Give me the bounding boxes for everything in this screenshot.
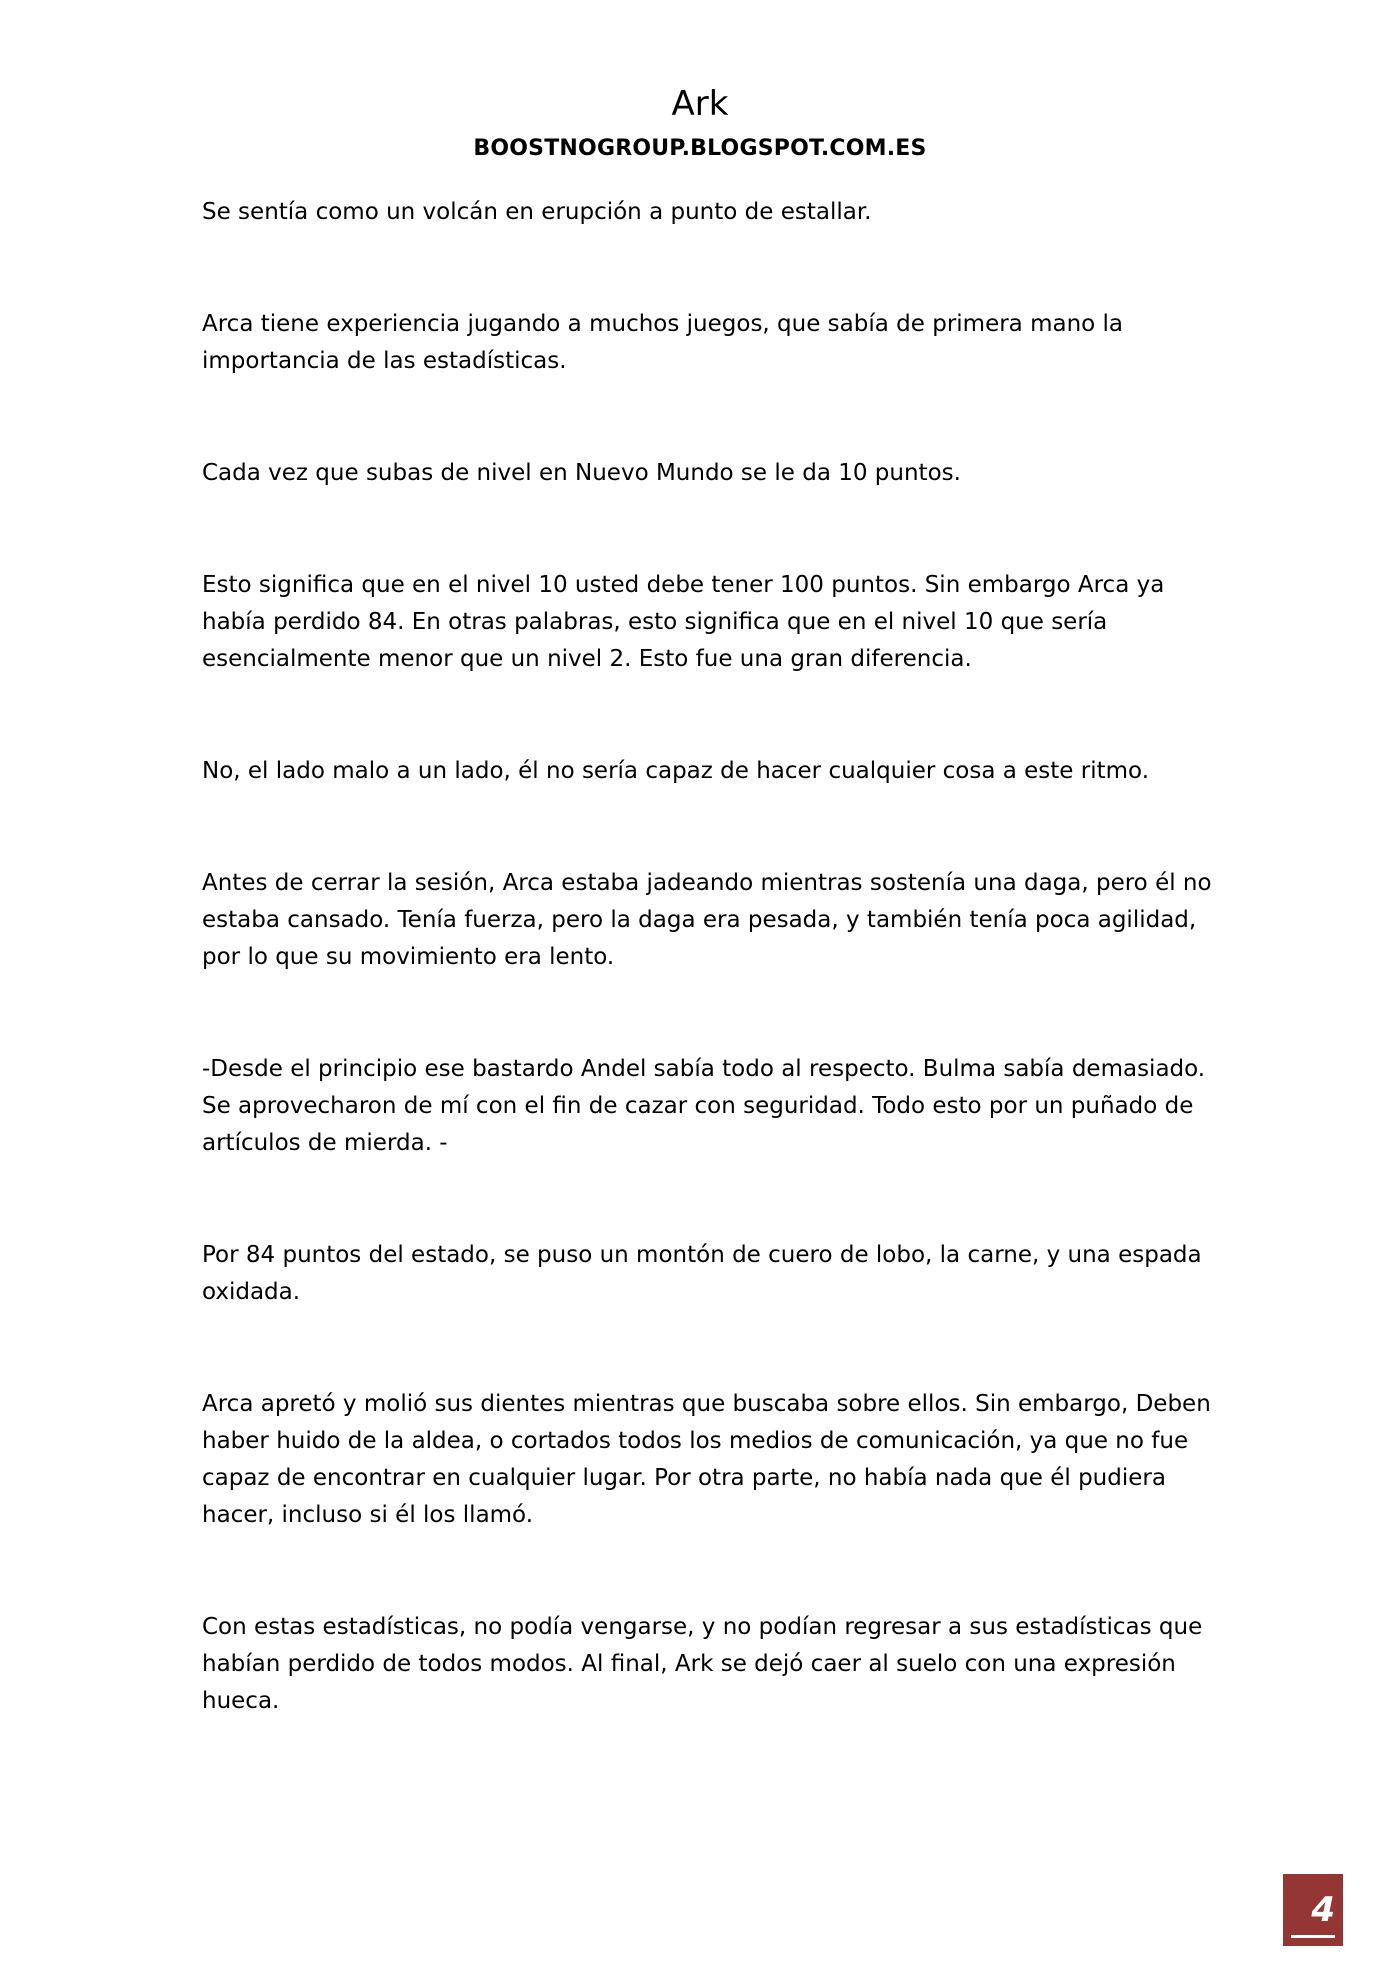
paragraph: Con estas estadísticas, no podía vengarse, y no podían regresar a sus estadísticas que habían perdido de todos modos. Al final, Ark se dejó caer al suelo con una expresión hueca. [202,1614,1203,1714]
site-url: BOOSTNOGROUP.BLOGSPOT.COM.ES [473,136,927,161]
page-number-badge [1283,1874,1343,1946]
page-number-underline [1291,1935,1335,1938]
paragraph: Por 84 puntos del estado, se puso un montón de cuero de lobo, la carne, y una espada oxidada. [202,1242,1202,1305]
paragraph: Se sentía como un volcán en erupción a punto de estallar. [202,199,872,225]
page-header [0,82,1400,164]
paragraph: Cada vez que subas de nivel en Nuevo Mundo se le da 10 puntos. [202,460,961,486]
paragraph: Antes de cerrar la sesión, Arca estaba jadeando mientras sostenía una daga, pero él no estaba cansado. Tenía fuerza, pero la daga era pesada, y también tenía poca agilidad, por lo que su movimiento era lento. [202,870,1212,970]
paragraph: Arca tiene experiencia jugando a muchos juegos, que sabía de primera mano la importancia de las estadísticas. [202,311,1124,374]
paragraph: -Desde el principio ese bastardo Andel sabía todo al respecto. Bulma sabía demasiado. Se aprovecharon de mí con el fin de cazar con seguridad. Todo esto por un puñado de artículos de mierda. - [202,1056,1206,1156]
page-number: 4 [1311,1890,1335,1930]
document-title: Ark [671,84,729,124]
paragraph: No, el lado malo a un lado, él no sería capaz de hacer cualquier cosa a este ritmo. [202,758,1150,784]
body-text [202,194,1212,1795]
paragraph: Arca apretó y molió sus dientes mientras que buscaba sobre ellos. Sin embargo, Deben haber huido de la aldea, o cortados todos los medios de comunicación, ya que no fue capaz de encontrar en cualquier lugar. Por otra parte, no había nada que él pudiera hacer, incluso si él los llamó. [202,1391,1211,1528]
paragraph: Esto significa que en el nivel 10 usted debe tener 100 puntos. Sin embargo Arca ya había perdido 84. En otras palabras, esto significa que en el nivel 10 que sería esencialmente menor que un nivel 2. Esto fue una gran diferencia. [202,572,1165,672]
